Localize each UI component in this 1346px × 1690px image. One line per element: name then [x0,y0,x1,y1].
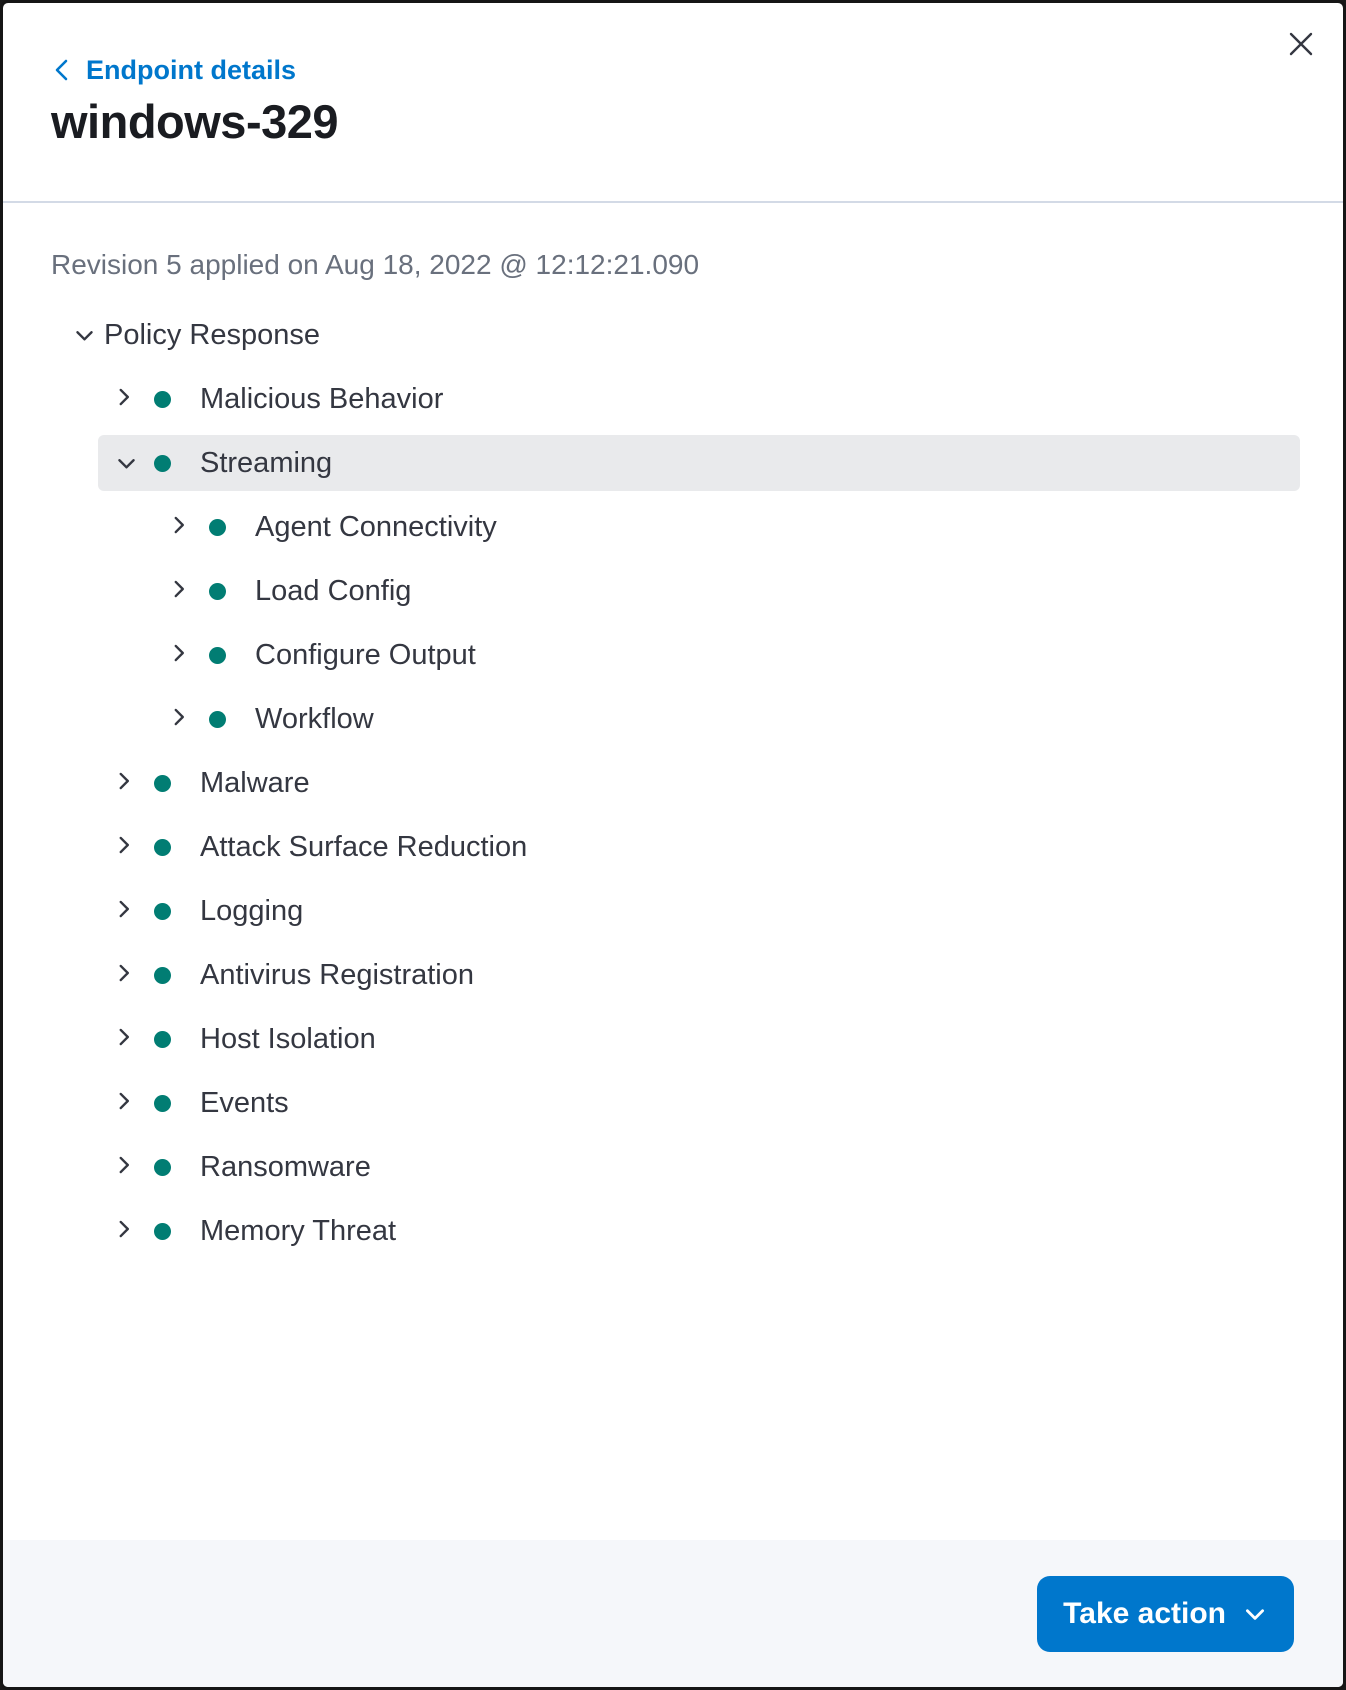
status-success-dot [154,775,171,792]
chevron-down-icon [1242,1601,1268,1627]
tree-row-load-config[interactable] [98,563,1300,619]
chevron-right-icon [111,1216,137,1247]
tree-row-agent-connectivity[interactable] [98,499,1300,555]
chevron-right-icon [166,576,192,607]
tree-row-attack-surface-reduction[interactable] [98,819,1300,875]
policy-response-tree [98,371,1300,1259]
tree-row-label: Malicious Behavior [200,382,444,415]
tree-row-host-isolation[interactable] [98,1011,1300,1067]
status-success-dot [154,967,171,984]
close-button[interactable] [1281,25,1321,65]
chevron-right-icon [166,704,192,735]
chevron-right-icon [111,960,137,991]
chevron-right-icon [111,832,137,863]
tree-row-policy-response[interactable] [69,307,1295,363]
tree-row-label: Events [200,1086,289,1119]
tree-row-workflow[interactable] [98,691,1300,747]
chevron-right-icon [111,1152,137,1183]
close-icon [1288,31,1314,60]
tree-row-label: Host Isolation [200,1022,376,1055]
status-success-dot [154,839,171,856]
flyout-footer [3,1540,1343,1687]
status-success-dot [209,647,226,664]
tree-row-malicious-behavior[interactable] [98,371,1300,427]
tree-row-label: Logging [200,894,304,927]
tree-row-label: Ransomware [200,1150,371,1183]
flyout-header [3,3,1343,203]
tree-row-malware[interactable] [98,755,1300,811]
tree-row-label: Workflow [255,702,374,735]
status-success-dot [209,583,226,600]
tree-row-configure-output[interactable] [98,627,1300,683]
tree-row-antivirus-registration[interactable] [98,947,1300,1003]
chevron-right-icon [166,640,192,671]
tree-row-streaming[interactable] [98,435,1300,491]
tree-row-label: Agent Connectivity [255,510,497,543]
chevron-right-icon [111,1024,137,1055]
back-link-label: Endpoint details [86,55,297,85]
chevron-right-icon [111,384,137,415]
chevron-right-icon [111,768,137,799]
chevron-right-icon [111,896,137,927]
status-success-dot [209,711,226,728]
tree-row-label: Policy Response [104,318,320,351]
revision-applied-text: Revision 5 applied on Aug 18, 2022 @ 12:12:21.090 [51,249,700,280]
tree-row-label: Configure Output [255,638,476,671]
take-action-label: Take action [1063,1596,1226,1630]
status-success-dot [154,1223,171,1240]
chevron-down-icon [109,450,140,476]
tree-row-logging[interactable] [98,883,1300,939]
tree-row-label: Streaming [200,446,333,479]
status-success-dot [154,1159,171,1176]
status-success-dot [154,391,171,408]
tree-row-label: Attack Surface Reduction [200,830,528,863]
status-success-dot [154,903,171,920]
tree-row-label: Malware [200,766,310,799]
status-success-dot [209,519,226,536]
chevron-right-icon [166,512,192,543]
tree-row-events[interactable] [98,1075,1300,1131]
take-action-button[interactable] [1037,1576,1294,1652]
flyout-body [3,203,1343,1540]
status-success-dot [154,1031,171,1048]
page-title: windows-329 [51,95,339,148]
tree-row-label: Memory Threat [200,1214,397,1247]
status-success-dot [154,1095,171,1112]
tree-row-label: Load Config [255,574,412,607]
back-to-endpoint-details-link[interactable] [51,53,296,87]
tree-row-memory-threat[interactable] [98,1203,1300,1259]
chevron-left-icon [51,57,73,83]
chevron-down-icon [67,322,98,348]
status-success-dot [154,455,171,472]
tree-row-ransomware[interactable] [98,1139,1300,1195]
tree-row-label: Antivirus Registration [200,958,474,991]
chevron-right-icon [111,1088,137,1119]
